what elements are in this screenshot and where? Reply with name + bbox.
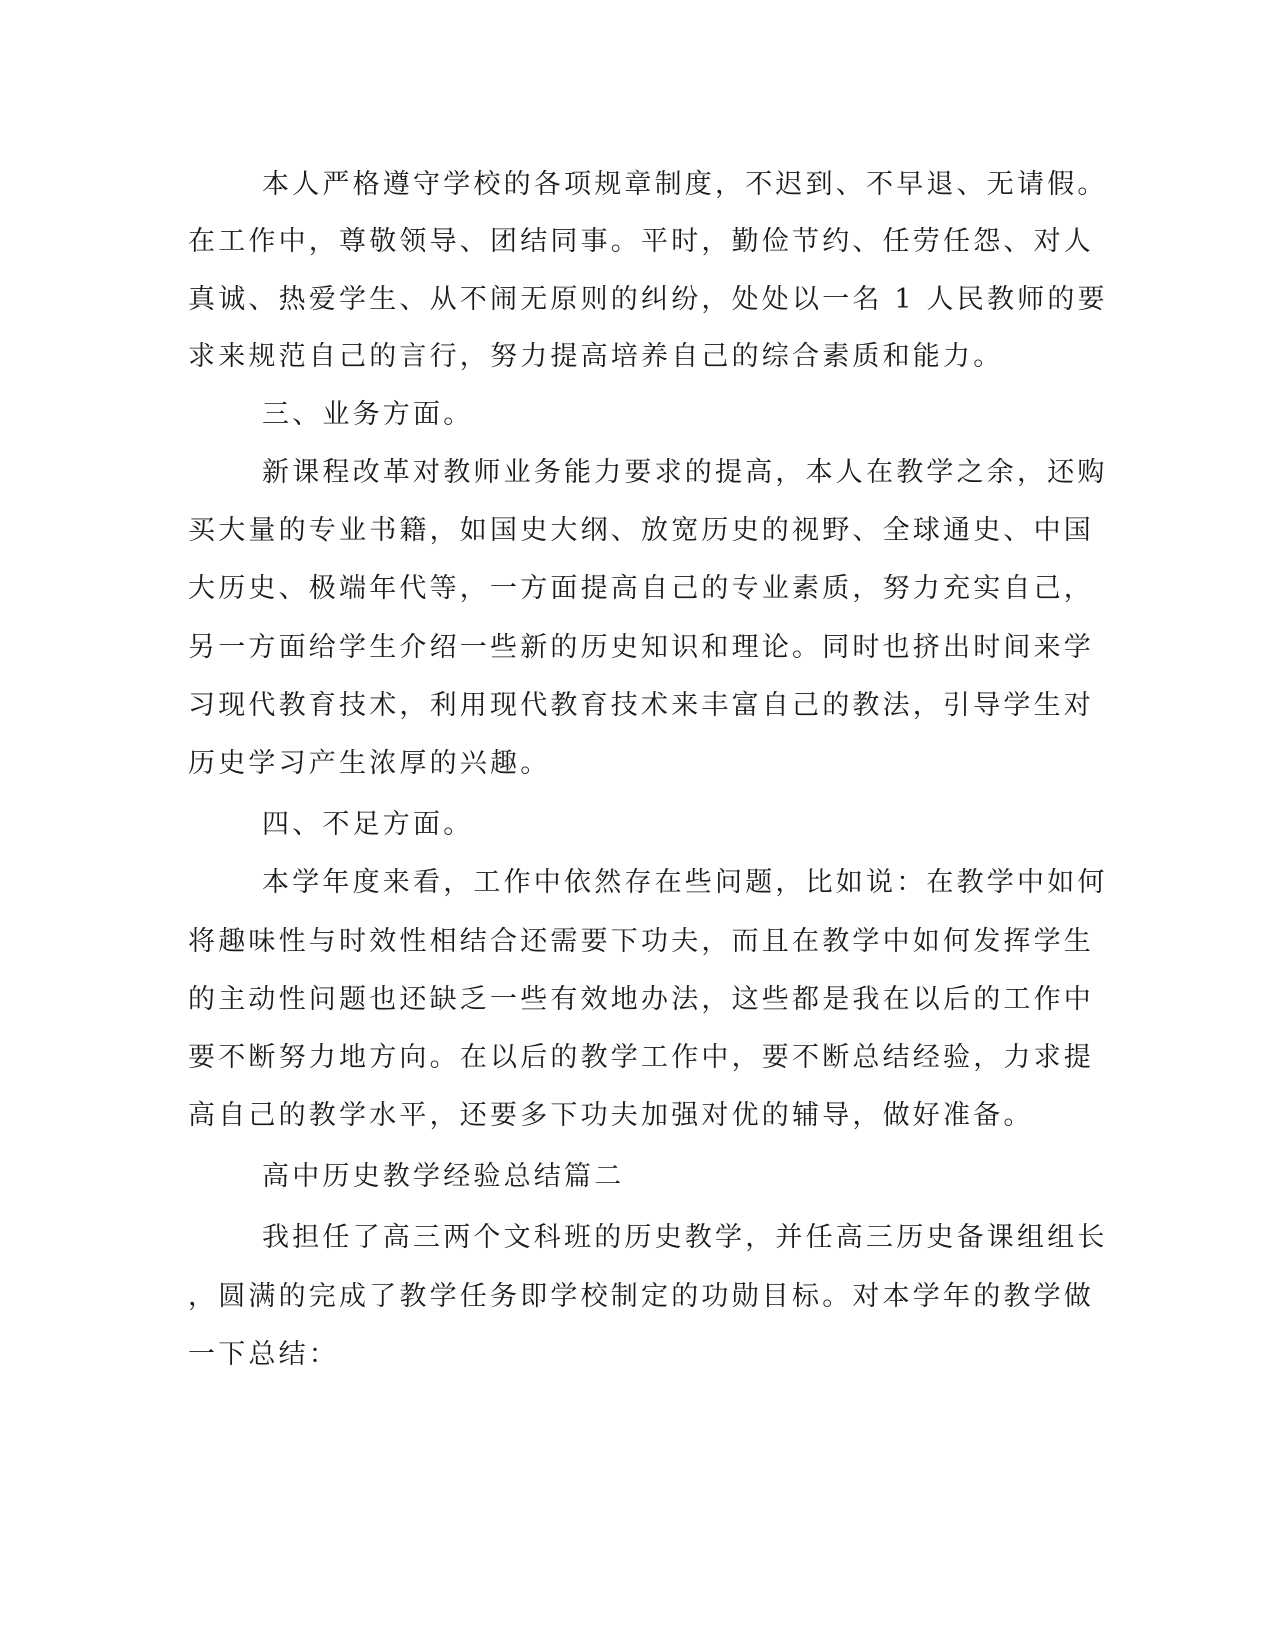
paragraph-line: ，圆满的完成了教学任务即学校制定的功勋目标。对本学年的教学做 — [188, 1281, 1094, 1312]
paragraph-line: 真诚、热爱学生、从不闹无原则的纠纷，处处以一名 1 人民教师的要 — [188, 284, 1108, 315]
section-heading: 四、不足方面。 — [262, 809, 474, 840]
paragraph-line: 求来规范自己的言行，努力提高培养自己的综合素质和能力。 — [188, 341, 1004, 372]
paragraph-line: 我担任了高三两个文科班的历史教学，并任高三历史备课组组长 — [262, 1222, 1108, 1253]
paragraph-line: 在工作中，尊敬领导、团结同事。平时，勤俭节约、任劳任怨、对人 — [188, 226, 1094, 257]
paragraph-line: 买大量的专业书籍，如国史大纲、放宽历史的视野、全球通史、中国 — [188, 515, 1094, 546]
paragraph-line: 习现代教育技术，利用现代教育技术来丰富自己的教法，引导学生对 — [188, 690, 1094, 721]
paragraph-line: 高自己的教学水平，还要多下功夫加强对优的辅导，做好准备。 — [188, 1100, 1034, 1131]
paragraph-line: 历史学习产生浓厚的兴趣。 — [188, 748, 551, 779]
section-heading: 高中历史教学经验总结篇二 — [262, 1161, 625, 1192]
paragraph-line: 本人严格遵守学校的各项规章制度，不迟到、不早退、无请假。 — [262, 169, 1108, 200]
paragraph-line: 另一方面给学生介绍一些新的历史知识和理论。同时也挤出时间来学 — [188, 632, 1094, 663]
section-heading: 三、业务方面。 — [262, 399, 474, 430]
paragraph-line: 将趣味性与时效性相结合还需要下功夫，而且在教学中如何发挥学生 — [188, 926, 1094, 957]
paragraph-line: 的主动性问题也还缺乏一些有效地办法，这些都是我在以后的工作中 — [188, 984, 1094, 1015]
paragraph-line: 一下总结： — [188, 1339, 339, 1370]
paragraph-line: 本学年度来看，工作中依然存在些问题，比如说：在教学中如何 — [262, 867, 1108, 898]
paragraph-line: 新课程改革对教师业务能力要求的提高，本人在教学之余，还购 — [262, 457, 1108, 488]
paragraph-line: 大历史、极端年代等，一方面提高自己的专业素质，努力充实自己， — [188, 573, 1094, 604]
paragraph-line: 要不断努力地方向。在以后的教学工作中，要不断总结经验，力求提 — [188, 1042, 1094, 1073]
